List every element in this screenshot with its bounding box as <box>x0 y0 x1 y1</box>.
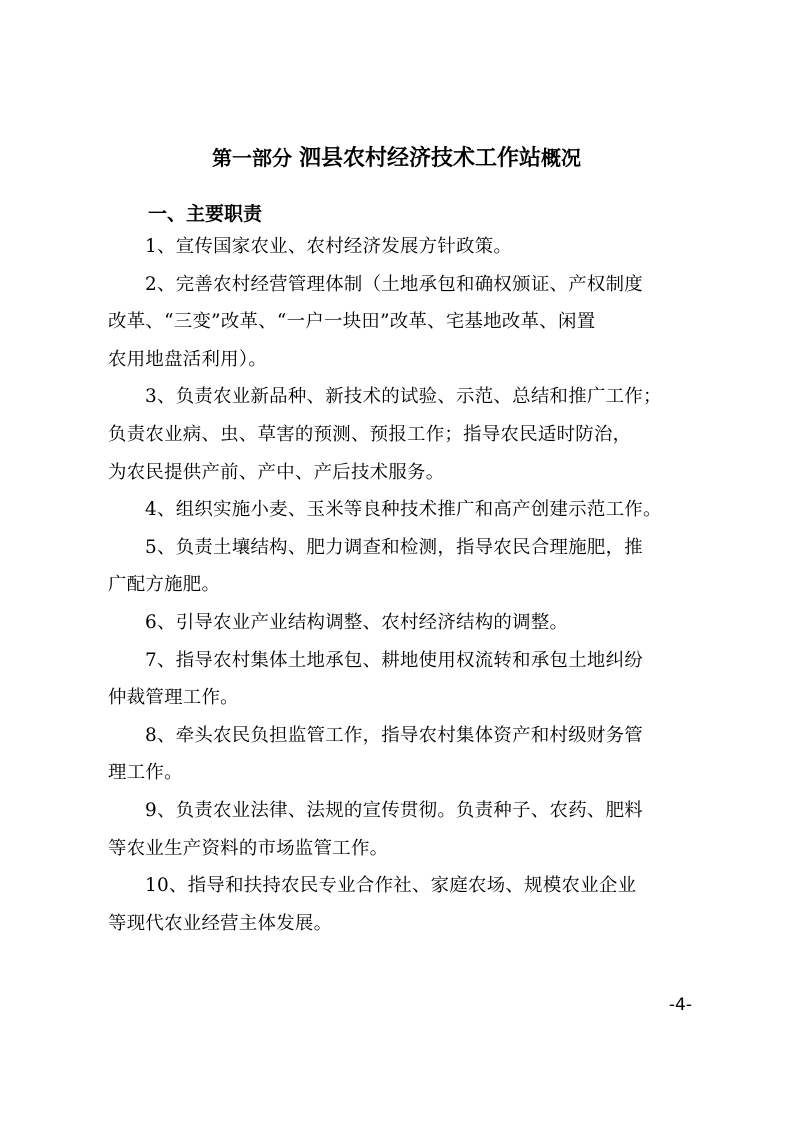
paragraph-4 <box>108 491 693 529</box>
paragraph-7 <box>108 642 693 717</box>
paragraph-line: 改革、“三变”改革、“一户一块田”改革、宅基地改革、闲置 <box>108 311 596 333</box>
paragraph-line: 10、指导和扶持农民专业合作社、家庭农场、规模农业企业 <box>145 875 637 897</box>
paragraph-1 <box>108 228 693 266</box>
paragraph-line: 广配方施肥。 <box>108 574 221 596</box>
paragraph-line: 7、指导农村集体土地承包、耕地使用权流转和承包土地纠纷 <box>145 649 643 671</box>
paragraph-line: 9、负责农业法律、法规的宣传贯彻。负责种子、农药、肥料 <box>145 799 643 821</box>
paragraph-line: 4、组织实施小麦、玉米等良种技术推广和高产创建示范工作。 <box>145 499 662 521</box>
paragraph-line: 等农业生产资料的市场监管工作。 <box>108 837 389 859</box>
paragraph-line: 仲裁管理工作。 <box>108 687 239 709</box>
paragraph-8 <box>108 717 693 792</box>
title-prefix: 第一部分 <box>212 146 292 170</box>
paragraph-line: 1、宣传国家农业、农村经济发展方针政策。 <box>145 236 513 257</box>
paragraph-line: 理工作。 <box>108 762 183 784</box>
paragraph-line: 5、负责土壤结构、肥力调查和检测，指导农民合理施肥，推 <box>145 536 643 558</box>
paragraph-line: 8、牵头农民负担监管工作，指导农村集体资产和村级财务管 <box>145 724 643 746</box>
title-main: 泗县农村经济技术工作站 <box>298 146 541 171</box>
paragraph-line: 等现代农业经营主体发展。 <box>108 912 333 934</box>
paragraph-line: 农用地盘活利用）。 <box>108 348 268 370</box>
paragraph-5 <box>108 529 693 604</box>
page-number: -4- <box>668 995 692 1015</box>
paragraph-line: 2、完善农村经营管理体制（土地承包和确权颁证、产权制度 <box>145 273 643 295</box>
section-heading: 一、主要职责 <box>148 203 263 225</box>
paragraph-10 <box>108 867 693 942</box>
title-suffix: 概况 <box>540 146 581 170</box>
paragraph-line: 3、负责农业新品种、新技术的试验、示范、总结和推广工作； <box>145 386 662 408</box>
paragraph-line: 负责农业病、虫、草害的预测、预报工作；指导农民适时防治， <box>108 423 632 445</box>
paragraph-line: 6、引导农业产业结构调整、农村经济结构的调整。 <box>145 611 569 633</box>
paragraph-9 <box>108 792 693 867</box>
paragraph-2 <box>108 266 693 379</box>
paragraph-line: 为农民提供产前、产中、产后技术服务。 <box>108 461 445 483</box>
page-title <box>0 143 793 174</box>
paragraph-6 <box>108 604 693 642</box>
paragraph-3 <box>108 378 693 491</box>
document-body <box>108 228 693 942</box>
